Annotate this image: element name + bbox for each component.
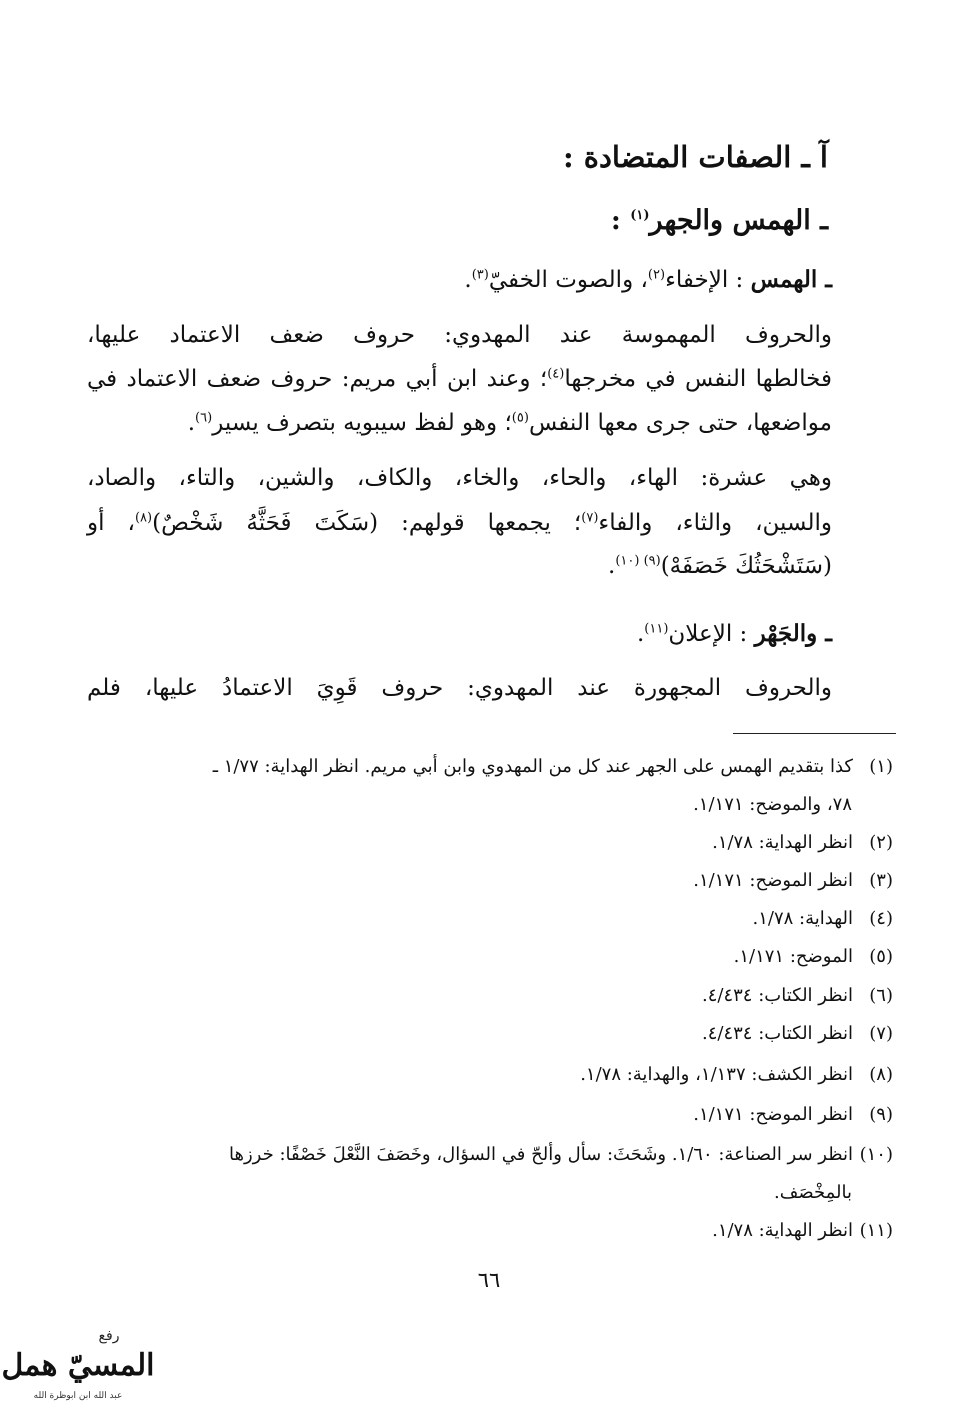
footnote-6: (٦)انظر الكتاب: ٤/٤٣٤. bbox=[702, 985, 893, 1006]
footnote-4: (٤)الهداية: ١/٧٨. bbox=[752, 908, 893, 929]
footnote-ref-9-10: (٩) (١٠) bbox=[615, 553, 661, 569]
para2-line3: (سَتَشْحَثُكَ خَصَفَهْ)$^{(٩) (١٠)}$. bbox=[608, 553, 832, 579]
subheading-hams-jahr bbox=[611, 205, 828, 236]
hams-def-a: : الإخفاء bbox=[665, 267, 751, 293]
para1-line1: والحروف المهموسة عند المهدوي: حروف ضعف الاعتماد عليها، bbox=[87, 322, 832, 348]
footnote-ref-3: (٣) bbox=[471, 267, 489, 283]
footnote-ref-7: (٧) bbox=[581, 510, 599, 526]
footnote-ref-2: (٢) bbox=[647, 267, 666, 283]
hams-def-b: ، والصوت الخفيّ bbox=[488, 267, 648, 293]
footnote-10: (١٠)انظر سر الصناعة: ١/٦٠. وشَحَثَ: سأل وألحّ في السؤال، وخَصَفَ النَّعْلَ خَصْفًا: خرزها bbox=[229, 1144, 893, 1165]
footnote-10-continued: بالمِخْصَف. bbox=[774, 1182, 852, 1203]
subheading-text: ـ الهمس والجهر bbox=[649, 205, 828, 236]
hams-definition bbox=[87, 266, 832, 295]
para2-line2: والسين، والثاء، والفاء$^{(٧)}$؛ يجمعها قولهم: (سَكَتَ فَحَثَّهُ شَخْصٌ)$^{(٨)}$، أو bbox=[87, 510, 832, 536]
para3-line1: والحروف المجهورة عند المهدوي: حروف قَوِيَ الاعتمادُ عليها، فلم bbox=[87, 675, 832, 701]
para1-line3: مواضعها، حتى جرى معها النفس$^{(٥)}$؛ وهو لفظ سيبويه بتصرف يسير$^{(٦)}$. bbox=[187, 410, 832, 436]
svg-text:عبد الله ابن ابوظرة الله: عبد الله ابن ابوظرة الله bbox=[33, 1391, 123, 1401]
footnote-8: (٨)انظر الكشف: ١/١٣٧، والهداية: ١/٧٨. bbox=[580, 1064, 893, 1085]
footnote-ref-11: (١١) bbox=[644, 621, 669, 637]
hams-lead: ـ الهمس bbox=[750, 266, 832, 293]
footnote-5: (٥)الموضح: ١/١٧١. bbox=[733, 946, 893, 967]
footnote-ref-6: (٦) bbox=[195, 410, 213, 426]
para1-line2: فخالطها النفس في مخرجها$^{(٤)}$؛ وعند ابن أبي مريم: حروف ضعف الاعتماد في bbox=[87, 366, 832, 392]
para2-line1: وهي عشرة: الهاء، والحاء، والخاء، والكاف، والشين، والتاء، والصاد، bbox=[87, 465, 832, 491]
footnote-separator bbox=[733, 733, 896, 734]
jahr-definition: ـ والجَهْر : الإعلان$^{(١١)}$. bbox=[636, 620, 832, 647]
svg-text:المسيّ همل: المسيّ همل bbox=[1, 1348, 155, 1383]
footnote-1: (١)كذا بتقديم الهمس على الجهر عند كل من المهدوي وابن أبي مريم. انظر الهداية: ١/٧٧ ـ bbox=[212, 756, 893, 777]
hams-def-end: . bbox=[464, 267, 472, 293]
footnote-1-continued: ٧٨، والموضح: ١/١٧١. bbox=[693, 794, 852, 815]
subheading-colon: : bbox=[610, 205, 621, 236]
footnote-7: (٧)انظر الكتاب: ٤/٤٣٤. bbox=[702, 1023, 893, 1044]
footnote-11: (١١)انظر الهداية: ١/٧٨. bbox=[712, 1220, 893, 1241]
footnote-2: (٢)انظر الهداية: ١/٧٨. bbox=[712, 832, 893, 853]
footnote-ref-1: (١) bbox=[630, 208, 650, 223]
section-heading: آ ـ الصفات المتضادة : bbox=[563, 140, 828, 174]
footnote-9: (٩)انظر الموضح: ١/١٧١. bbox=[693, 1104, 893, 1125]
footnote-ref-4: (٤) bbox=[547, 366, 565, 382]
footnote-3: (٣)انظر الموضح: ١/١٧١. bbox=[693, 870, 893, 891]
calligraphy-stamp bbox=[1, 1320, 155, 1405]
jahr-lead: ـ والجَهْر bbox=[754, 620, 832, 647]
page-number: ٦٦ bbox=[477, 1268, 501, 1292]
footnote-ref-8: (٨) bbox=[134, 510, 153, 526]
footnote-ref-5: (٥) bbox=[511, 410, 529, 426]
svg-text:رفع: رفع bbox=[98, 1328, 120, 1344]
